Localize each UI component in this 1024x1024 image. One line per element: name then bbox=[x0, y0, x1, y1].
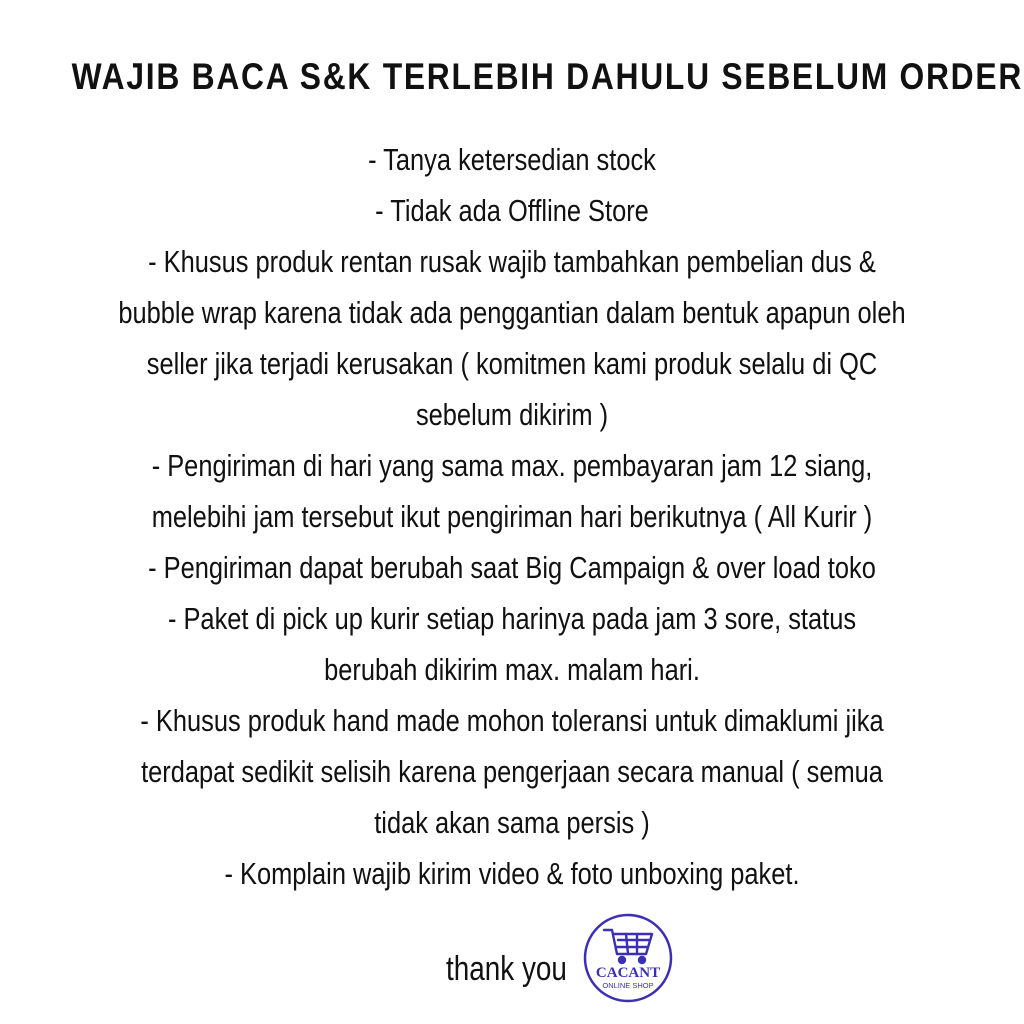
terms-line: seller jika terjadi kerusakan ( komitmen kami produk selalu di QC bbox=[146, 346, 878, 381]
terms-line: tidak akan sama persis ) bbox=[374, 805, 650, 840]
terms-line: - Khusus produk hand made mohon toleransi untuk dimaklumi jika bbox=[140, 703, 884, 738]
closing-text: thank you bbox=[446, 950, 567, 988]
logo-tagline: ONLINE SHOP bbox=[602, 981, 654, 990]
terms-line: - Pengiriman dapat berubah saat Big Campaign & over load toko bbox=[148, 550, 876, 585]
terms-line: - Khusus produk rentan rusak wajib tambahkan pembelian dus & bbox=[148, 244, 876, 279]
terms-line: terdapat sedikit selisih karena pengerjaan secara manual ( semua bbox=[141, 754, 883, 789]
terms-line: - Tidak ada Offline Store bbox=[375, 193, 649, 228]
terms-line: - Paket di pick up kurir setiap harinya pada jam 3 sore, status bbox=[167, 601, 857, 636]
shop-logo bbox=[582, 912, 674, 1004]
terms-line: - Pengiriman di hari yang sama max. pembayaran jam 12 siang, bbox=[151, 448, 873, 483]
terms-line: melebihi jam tersebut ikut pengiriman hari berikutnya ( All Kurir ) bbox=[151, 499, 873, 534]
terms-list bbox=[0, 134, 1024, 899]
terms-line: - Komplain wajib kirim video & foto unboxing paket. bbox=[224, 856, 800, 891]
terms-line: - Tanya ketersedian stock bbox=[368, 142, 656, 177]
terms-line: sebelum dikirim ) bbox=[415, 397, 609, 432]
terms-line: bubble wrap karena tidak ada penggantian dalam bentuk apapun oleh bbox=[118, 295, 906, 330]
page-title: WAJIB BACA S&K TERLEBIH DAHULU SEBELUM ORDER bbox=[71, 56, 1024, 97]
terms-line: berubah dikirim max. malam hari. bbox=[324, 652, 700, 687]
logo-brand: CACANT bbox=[595, 965, 661, 981]
